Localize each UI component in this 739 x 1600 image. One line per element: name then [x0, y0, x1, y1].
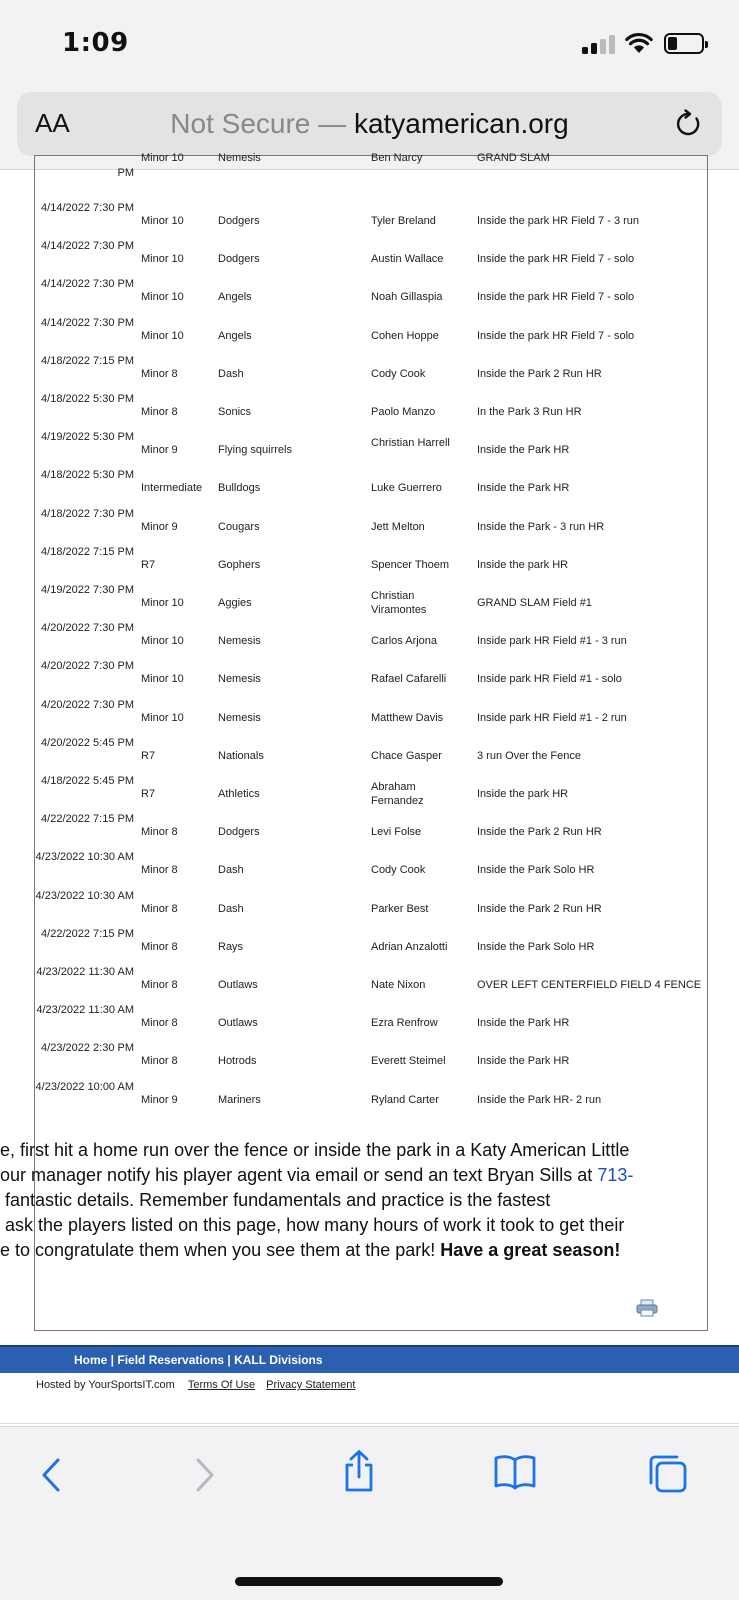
- paragraph-line: [0, 1163, 739, 1188]
- cell-player: Ezra Renfrow: [371, 1017, 438, 1030]
- cell-team: Aggies: [218, 597, 252, 609]
- cell-player: Spencer Thoem: [371, 558, 450, 571]
- cell-player: Levi Folse: [371, 826, 422, 839]
- cell-description: GRAND SLAM: [477, 152, 550, 164]
- table-row: [35, 1074, 707, 1113]
- cell-team: Athletics: [218, 788, 260, 800]
- cell-team: Cougars: [218, 520, 260, 533]
- cell-division: Minor 9: [141, 1093, 178, 1106]
- tabs-icon[interactable]: [647, 1453, 689, 1495]
- cell-player: Cody Cook: [371, 367, 426, 380]
- table-row: [35, 768, 707, 807]
- cell-player: Noah Gillaspia: [371, 291, 443, 304]
- cell-description: Inside the Park Solo HR: [477, 940, 595, 953]
- cell-description: Inside the park HR Field 7 - solo: [477, 253, 635, 266]
- paragraph-line: fantastic details. Remember fundamentals and practice is the fastest: [0, 1190, 551, 1210]
- cellular-signal-icon: [582, 34, 616, 54]
- cell-description: Inside park HR Field #1 - 2 run: [477, 711, 627, 724]
- cell-team: Nemesis: [218, 635, 261, 648]
- cell-description: GRAND SLAM Field #1: [477, 597, 592, 609]
- forward-icon[interactable]: [192, 1457, 218, 1493]
- cell-team: Dash: [218, 864, 244, 877]
- text-size-label: AA: [35, 108, 70, 138]
- cell-date: 4/23/2022 11:30 AM: [36, 1004, 134, 1017]
- cell-division: Minor 8: [141, 864, 178, 877]
- cell-player: Cody Cook: [371, 864, 426, 877]
- table-row: [35, 233, 707, 272]
- cell-date: 4/22/2022 7:15 PM: [41, 927, 134, 940]
- footer-nav-bar: [0, 1345, 739, 1373]
- cell-player: Ben Narcy: [371, 152, 423, 164]
- wifi-icon: [625, 32, 653, 54]
- cell-description: Inside the Park 2 Run HR: [477, 902, 602, 915]
- cell-division: Minor 10: [141, 215, 184, 227]
- cell-team: Dash: [218, 902, 244, 915]
- cell-team: Angels: [218, 329, 252, 342]
- cell-division: Minor 8: [141, 940, 178, 953]
- cell-description: Inside the Park HR: [477, 482, 570, 495]
- url-display[interactable]: [17, 108, 722, 140]
- cell-division: Minor 10: [141, 635, 184, 648]
- divider: [0, 1423, 739, 1424]
- cell-player: Chace Gasper: [371, 749, 442, 762]
- cell-date: 4/20/2022 7:30 PM: [41, 622, 134, 635]
- table-row: [35, 577, 707, 616]
- cell-date: 4/14/2022 7:30 PM: [41, 240, 134, 253]
- phone-link[interactable]: 713-: [597, 1165, 634, 1185]
- cell-team: Rays: [218, 940, 244, 953]
- cell-date: 4/23/2022 2:30 PM: [41, 1042, 134, 1055]
- cell-division: Minor 10: [141, 711, 184, 724]
- cell-description: Inside the park HR Field 7 - solo: [477, 291, 635, 304]
- table-row: [35, 806, 707, 845]
- paragraph-line: e, first hit a home run over the fence or inside the park in a Katy American Little: [0, 1140, 630, 1160]
- cell-date: 4/14/2022 7:30 PM: [41, 316, 134, 329]
- table-row: [35, 386, 707, 425]
- table-row: [35, 1035, 707, 1074]
- cell-date: 4/18/2022 7:30 PM: [41, 507, 134, 520]
- cell-description: Inside the park HR: [477, 788, 569, 800]
- share-icon[interactable]: [340, 1449, 378, 1493]
- cell-division: Minor 10: [141, 253, 184, 266]
- cell-player: Carlos Arjona: [371, 635, 438, 648]
- cell-description: Inside the Park 2 Run HR: [477, 367, 602, 380]
- cell-team: Flying squirrels: [218, 444, 292, 457]
- cell-division: R7: [141, 558, 156, 571]
- cell-date: 4/20/2022 7:30 PM: [41, 698, 134, 711]
- cell-division: Minor 8: [141, 367, 178, 380]
- web-page: [0, 152, 739, 1426]
- cell-date: 4/18/2022 7:15 PM: [41, 354, 134, 367]
- cell-player: Matthew Davis: [371, 711, 444, 724]
- cell-team: Dodgers: [218, 253, 260, 266]
- paragraph-line: [0, 1238, 739, 1263]
- url-domain: katyamerican.org: [353, 108, 569, 139]
- cell-division: Minor 10: [141, 291, 184, 304]
- hosted-by-text: Hosted by YourSportsIT.com: [36, 1379, 175, 1391]
- cell-team: Sonics: [218, 406, 252, 418]
- cell-division: Minor 8: [141, 826, 178, 839]
- cell-date: 4/20/2022 5:45 PM: [41, 736, 134, 749]
- cell-team: Angels: [218, 291, 252, 304]
- cell-division: Minor 8: [141, 979, 178, 991]
- table-row: [35, 653, 707, 692]
- privacy-statement-link[interactable]: Privacy Statement: [266, 1379, 356, 1391]
- cell-description: Inside the Park HR: [477, 1017, 570, 1030]
- browser-toolbar: [0, 1426, 739, 1600]
- table-row: [35, 615, 707, 654]
- cell-description: Inside park HR Field #1 - solo: [477, 673, 622, 686]
- table-row: [35, 424, 707, 463]
- table-row: [35, 348, 707, 387]
- table-row: [35, 271, 707, 310]
- cell-player: Christian Harrell: [371, 437, 450, 450]
- cell-description: Inside park HR Field #1 - 3 run: [477, 635, 627, 648]
- cell-date: 4/18/2022 7:15 PM: [41, 545, 134, 558]
- cell-division: R7: [141, 749, 156, 762]
- cell-player: Jett Melton: [371, 520, 425, 533]
- cell-team: Nemesis: [218, 673, 261, 686]
- bookmarks-icon[interactable]: [493, 1453, 537, 1489]
- cell-player: Cohen Hoppe: [371, 329, 439, 342]
- cell-division: Minor 8: [141, 1017, 178, 1030]
- cell-team: Nationals: [218, 749, 264, 762]
- cell-team: Outlaws: [218, 1017, 258, 1030]
- cell-date: 4/20/2022 7:30 PM: [41, 660, 134, 673]
- cell-player: Adrian Anzalotti: [371, 940, 448, 953]
- cell-team: Hotrods: [218, 1055, 257, 1068]
- cell-team: Mariners: [218, 1093, 261, 1106]
- cell-division: Minor 10: [141, 673, 184, 686]
- status-bar: [0, 0, 739, 88]
- cell-date: 4/23/2022 10:30 AM: [35, 889, 134, 902]
- cell-team: Dash: [218, 367, 244, 380]
- cell-date: 4/23/2022 11:30 AM: [36, 966, 134, 978]
- cell-description: OVER LEFT CENTERFIELD FIELD 4 FENCE: [477, 979, 702, 991]
- status-time: 1:09: [62, 28, 129, 58]
- cell-date: 4/22/2022 7:15 PM: [41, 813, 134, 826]
- table-row: [35, 997, 707, 1036]
- cell-date: 4/18/2022 5:30 PM: [41, 393, 134, 405]
- footer-links[interactable]: Home | Field Reservations | KALL Divisions: [74, 1353, 323, 1367]
- table-row: [35, 310, 707, 349]
- table-row: [35, 501, 707, 540]
- cell-division: Minor 8: [141, 1055, 178, 1068]
- terms-of-use-link[interactable]: Terms Of Use: [187, 1379, 256, 1391]
- cell-division: Minor 9: [141, 520, 178, 533]
- cell-team: Nemesis: [218, 711, 261, 724]
- reload-icon[interactable]: [674, 108, 704, 140]
- cell-date: 4/18/2022 5:45 PM: [41, 775, 134, 787]
- not-secure-label: Not Secure —: [170, 108, 347, 139]
- address-bar[interactable]: [17, 92, 722, 156]
- cell-player: Austin Wallace: [371, 253, 444, 266]
- table-row: [35, 195, 707, 234]
- cell-description: In the Park 3 Run HR: [477, 406, 582, 418]
- table-row: [35, 730, 707, 769]
- cell-description: Inside the park HR Field 7 - 3 run: [477, 215, 640, 227]
- cell-date: PM: [117, 167, 134, 179]
- table-row: [35, 462, 707, 501]
- page-paragraph: [0, 1138, 739, 1263]
- cell-date: 4/23/2022 10:30 AM: [35, 851, 134, 864]
- cell-player: Abraham Fernandez: [371, 781, 424, 807]
- cell-team: Dodgers: [218, 826, 260, 839]
- hosted-by-line: [36, 1379, 355, 1391]
- table-row: [35, 844, 707, 883]
- cell-description: Inside the park HR: [477, 558, 569, 571]
- back-icon[interactable]: [38, 1457, 64, 1493]
- have-a-great-season: Have a great season!: [440, 1240, 621, 1260]
- table-row: [35, 152, 707, 195]
- table-row: [35, 539, 707, 578]
- cell-player: Tyler Breland: [371, 215, 436, 227]
- cell-team: Dodgers: [218, 215, 260, 227]
- cell-player: Paolo Manzo: [371, 406, 436, 418]
- cell-player: Ryland Carter: [371, 1093, 439, 1106]
- cell-description: Inside the Park - 3 run HR: [477, 520, 605, 533]
- cell-description: Inside the Park HR- 2 run: [477, 1093, 602, 1106]
- cell-team: Gophers: [218, 558, 261, 571]
- cell-player: Rafael Cafarelli: [371, 673, 447, 686]
- cell-division: Minor 10: [141, 152, 184, 164]
- cell-player: Luke Guerrero: [371, 482, 442, 495]
- table-row: [35, 692, 707, 731]
- cell-division: R7: [141, 788, 156, 800]
- cell-description: 3 run Over the Fence: [477, 749, 581, 762]
- cell-description: Inside the Park HR: [477, 444, 570, 457]
- cell-player: Christian Viramontes: [371, 590, 427, 616]
- table-row: [35, 921, 707, 960]
- battery-icon: [664, 33, 704, 54]
- cell-description: Inside the Park Solo HR: [477, 864, 595, 877]
- paragraph-text: our manager notify his player agent via email or send an text Bryan Sills at: [0, 1165, 598, 1185]
- table-row: [35, 959, 707, 998]
- cell-date: 4/14/2022 7:30 PM: [41, 202, 134, 214]
- cell-division: Minor 10: [141, 597, 184, 609]
- print-icon[interactable]: [636, 1299, 658, 1317]
- cell-description: Inside the Park 2 Run HR: [477, 826, 602, 839]
- cell-player: Nate Nixon: [371, 979, 426, 991]
- cell-division: Intermediate: [141, 482, 203, 495]
- cell-division: Minor 8: [141, 902, 178, 915]
- cell-date: 4/18/2022 5:30 PM: [41, 469, 134, 482]
- table-row: [35, 883, 707, 922]
- paragraph-line: ask the players listed on this page, how many hours of work it took to get their: [0, 1215, 625, 1235]
- cell-description: Inside the Park HR: [477, 1055, 570, 1068]
- cell-player: Everett Steimel: [371, 1055, 446, 1068]
- cell-team: Bulldogs: [218, 482, 261, 495]
- cell-date: 4/19/2022 5:30 PM: [41, 431, 134, 444]
- cell-team: Outlaws: [218, 979, 258, 991]
- cell-player: Parker Best: [371, 902, 429, 915]
- cell-date: 4/23/2022 10:00 AM: [35, 1080, 134, 1093]
- cell-description: Inside the park HR Field 7 - solo: [477, 329, 635, 342]
- cell-team: Nemesis: [218, 152, 261, 164]
- paragraph-text: e to congratulate them when you see them at the park!: [0, 1240, 441, 1260]
- cell-date: 4/14/2022 7:30 PM: [41, 278, 134, 291]
- cell-division: Minor 8: [141, 406, 178, 418]
- cell-division: Minor 10: [141, 329, 184, 342]
- cell-date: 4/19/2022 7:30 PM: [41, 584, 134, 596]
- home-indicator[interactable]: [235, 1577, 503, 1586]
- cell-division: Minor 9: [141, 444, 178, 457]
